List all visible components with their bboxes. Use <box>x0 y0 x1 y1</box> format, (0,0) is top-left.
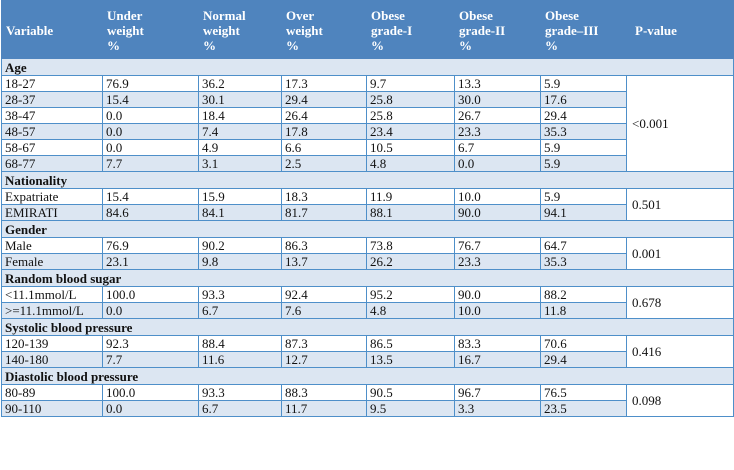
value-cell: 18.4 <box>199 108 282 124</box>
value-cell: 3.3 <box>455 401 541 417</box>
value-cell: 83.3 <box>455 336 541 352</box>
value-cell: 17.8 <box>282 124 367 140</box>
row-label: 58-67 <box>2 140 103 156</box>
value-cell: 23.3 <box>455 254 541 270</box>
value-cell: 92.3 <box>103 336 199 352</box>
table-row <box>2 76 734 92</box>
value-cell: 30.0 <box>455 92 541 108</box>
row-label: >=11.1mmol/L <box>2 303 103 319</box>
value-cell: 23.5 <box>541 401 627 417</box>
table-row <box>2 108 734 124</box>
p-value-cell: 0.098 <box>627 385 734 417</box>
header-line: Normal <box>203 7 246 23</box>
value-cell: 7.7 <box>103 156 199 172</box>
value-cell: 90.0 <box>455 205 541 221</box>
table-row <box>2 254 734 270</box>
header-line: weight <box>107 22 144 38</box>
value-cell: 87.3 <box>282 336 367 352</box>
table-row <box>2 140 734 156</box>
value-cell: 29.4 <box>282 92 367 108</box>
value-cell: 36.2 <box>199 76 282 92</box>
value-cell: 100.0 <box>103 385 199 401</box>
value-cell: 0.0 <box>103 303 199 319</box>
section-title: Gender <box>2 221 734 238</box>
value-cell: 11.9 <box>367 189 455 205</box>
value-cell: 88.1 <box>367 205 455 221</box>
header-line: % <box>286 37 299 53</box>
value-cell: 11.8 <box>541 303 627 319</box>
value-cell: 70.6 <box>541 336 627 352</box>
value-cell: 10.0 <box>455 303 541 319</box>
row-label: 80-89 <box>2 385 103 401</box>
header-line: grade–III <box>545 22 599 38</box>
table-row <box>2 205 734 221</box>
value-cell: 5.9 <box>541 140 627 156</box>
value-cell: 81.7 <box>282 205 367 221</box>
section-title: Random blood sugar <box>2 270 734 287</box>
header-line: Obese <box>371 7 405 23</box>
value-cell: 76.5 <box>541 385 627 401</box>
section-header-row <box>2 368 734 385</box>
header-variable: Variable <box>2 1 103 59</box>
header-p-value: P-value <box>627 1 734 59</box>
value-cell: 4.8 <box>367 303 455 319</box>
p-value-cell: 0.501 <box>627 189 734 221</box>
table-row <box>2 336 734 352</box>
value-cell: 7.7 <box>103 352 199 368</box>
value-cell: 4.8 <box>367 156 455 172</box>
value-cell: 35.3 <box>541 254 627 270</box>
value-cell: 35.3 <box>541 124 627 140</box>
value-cell: 9.8 <box>199 254 282 270</box>
value-cell: 13.3 <box>455 76 541 92</box>
value-cell: 90.2 <box>199 238 282 254</box>
p-value-cell: 0.416 <box>627 336 734 368</box>
value-cell: 13.7 <box>282 254 367 270</box>
header-line: Over <box>286 7 315 23</box>
value-cell: 96.7 <box>455 385 541 401</box>
value-cell: 25.8 <box>367 108 455 124</box>
section-header-row <box>2 59 734 76</box>
value-cell: 11.6 <box>199 352 282 368</box>
header-underweight <box>103 1 199 59</box>
row-label: 90-110 <box>2 401 103 417</box>
p-value-cell: 0.678 <box>627 287 734 319</box>
value-cell: 95.2 <box>367 287 455 303</box>
table-body <box>2 59 734 417</box>
value-cell: 100.0 <box>103 287 199 303</box>
row-label: 120-139 <box>2 336 103 352</box>
header-obese-grade-2 <box>455 1 541 59</box>
header-line: Obese <box>545 7 579 23</box>
value-cell: 15.4 <box>103 189 199 205</box>
section-title: Nationality <box>2 172 734 189</box>
value-cell: 6.7 <box>199 303 282 319</box>
header-line: % <box>371 37 384 53</box>
value-cell: 11.7 <box>282 401 367 417</box>
value-cell: 18.3 <box>282 189 367 205</box>
value-cell: 88.4 <box>199 336 282 352</box>
value-cell: 23.3 <box>455 124 541 140</box>
value-cell: 17.6 <box>541 92 627 108</box>
header-line: Under <box>107 7 143 23</box>
value-cell: 9.7 <box>367 76 455 92</box>
row-label: Expatriate <box>2 189 103 205</box>
value-cell: 15.9 <box>199 189 282 205</box>
table-row <box>2 238 734 254</box>
value-cell: 94.1 <box>541 205 627 221</box>
value-cell: 10.0 <box>455 189 541 205</box>
header-line: % <box>545 37 558 53</box>
section-title: Systolic blood pressure <box>2 319 734 336</box>
table-row <box>2 303 734 319</box>
section-header-row <box>2 270 734 287</box>
section-header-row <box>2 221 734 238</box>
table-row <box>2 189 734 205</box>
value-cell: 26.4 <box>282 108 367 124</box>
value-cell: 10.5 <box>367 140 455 156</box>
value-cell: 84.1 <box>199 205 282 221</box>
value-cell: 12.7 <box>282 352 367 368</box>
value-cell: 7.4 <box>199 124 282 140</box>
header-normal-weight <box>199 1 282 59</box>
value-cell: 0.0 <box>103 140 199 156</box>
value-cell: 93.3 <box>199 385 282 401</box>
row-label: 140-180 <box>2 352 103 368</box>
value-cell: 88.2 <box>541 287 627 303</box>
value-cell: 17.3 <box>282 76 367 92</box>
row-label: 28-37 <box>2 92 103 108</box>
header-row <box>2 1 734 59</box>
value-cell: 90.5 <box>367 385 455 401</box>
header-obese-grade-3 <box>541 1 627 59</box>
header-line: weight <box>203 22 240 38</box>
value-cell: 3.1 <box>199 156 282 172</box>
value-cell: 26.7 <box>455 108 541 124</box>
p-value-cell: 0.001 <box>627 238 734 270</box>
value-cell: 29.4 <box>541 108 627 124</box>
table-row <box>2 401 734 417</box>
value-cell: 2.5 <box>282 156 367 172</box>
value-cell: 6.6 <box>282 140 367 156</box>
value-cell: 4.9 <box>199 140 282 156</box>
value-cell: 7.6 <box>282 303 367 319</box>
value-cell: 9.5 <box>367 401 455 417</box>
value-cell: 76.9 <box>103 76 199 92</box>
value-cell: 25.8 <box>367 92 455 108</box>
table-row <box>2 92 734 108</box>
table-row <box>2 385 734 401</box>
row-label: Female <box>2 254 103 270</box>
header-line: grade-II <box>459 22 506 38</box>
value-cell: 30.1 <box>199 92 282 108</box>
value-cell: 73.8 <box>367 238 455 254</box>
section-header-row <box>2 319 734 336</box>
value-cell: 0.0 <box>103 401 199 417</box>
table-row <box>2 156 734 172</box>
row-label: <11.1mmol/L <box>2 287 103 303</box>
value-cell: 88.3 <box>282 385 367 401</box>
header-line: grade-I <box>371 22 413 38</box>
value-cell: 86.5 <box>367 336 455 352</box>
value-cell: 6.7 <box>455 140 541 156</box>
value-cell: 5.9 <box>541 156 627 172</box>
header-line: weight <box>286 22 323 38</box>
value-cell: 90.0 <box>455 287 541 303</box>
value-cell: 6.7 <box>199 401 282 417</box>
value-cell: 15.4 <box>103 92 199 108</box>
header-line: % <box>459 37 472 53</box>
row-label: EMIRATI <box>2 205 103 221</box>
value-cell: 29.4 <box>541 352 627 368</box>
value-cell: 0.0 <box>455 156 541 172</box>
table-header <box>2 1 734 59</box>
value-cell: 0.0 <box>103 108 199 124</box>
value-cell: 23.4 <box>367 124 455 140</box>
header-obese-grade-1 <box>367 1 455 59</box>
value-cell: 16.7 <box>455 352 541 368</box>
value-cell: 5.9 <box>541 76 627 92</box>
value-cell: 26.2 <box>367 254 455 270</box>
value-cell: 5.9 <box>541 189 627 205</box>
data-table <box>1 0 734 417</box>
value-cell: 64.7 <box>541 238 627 254</box>
value-cell: 92.4 <box>282 287 367 303</box>
row-label: Male <box>2 238 103 254</box>
section-title: Age <box>2 59 734 76</box>
header-line: Obese <box>459 7 493 23</box>
section-header-row <box>2 172 734 189</box>
header-line: % <box>203 37 216 53</box>
p-value-cell: <0.001 <box>627 76 734 172</box>
value-cell: 76.9 <box>103 238 199 254</box>
value-cell: 23.1 <box>103 254 199 270</box>
value-cell: 86.3 <box>282 238 367 254</box>
row-label: 68-77 <box>2 156 103 172</box>
value-cell: 13.5 <box>367 352 455 368</box>
table-row <box>2 124 734 140</box>
row-label: 18-27 <box>2 76 103 92</box>
value-cell: 0.0 <box>103 124 199 140</box>
section-title: Diastolic blood pressure <box>2 368 734 385</box>
value-cell: 76.7 <box>455 238 541 254</box>
table-row <box>2 352 734 368</box>
header-overweight <box>282 1 367 59</box>
header-line: % <box>107 37 120 53</box>
table-row <box>2 287 734 303</box>
row-label: 38-47 <box>2 108 103 124</box>
value-cell: 84.6 <box>103 205 199 221</box>
value-cell: 93.3 <box>199 287 282 303</box>
row-label: 48-57 <box>2 124 103 140</box>
